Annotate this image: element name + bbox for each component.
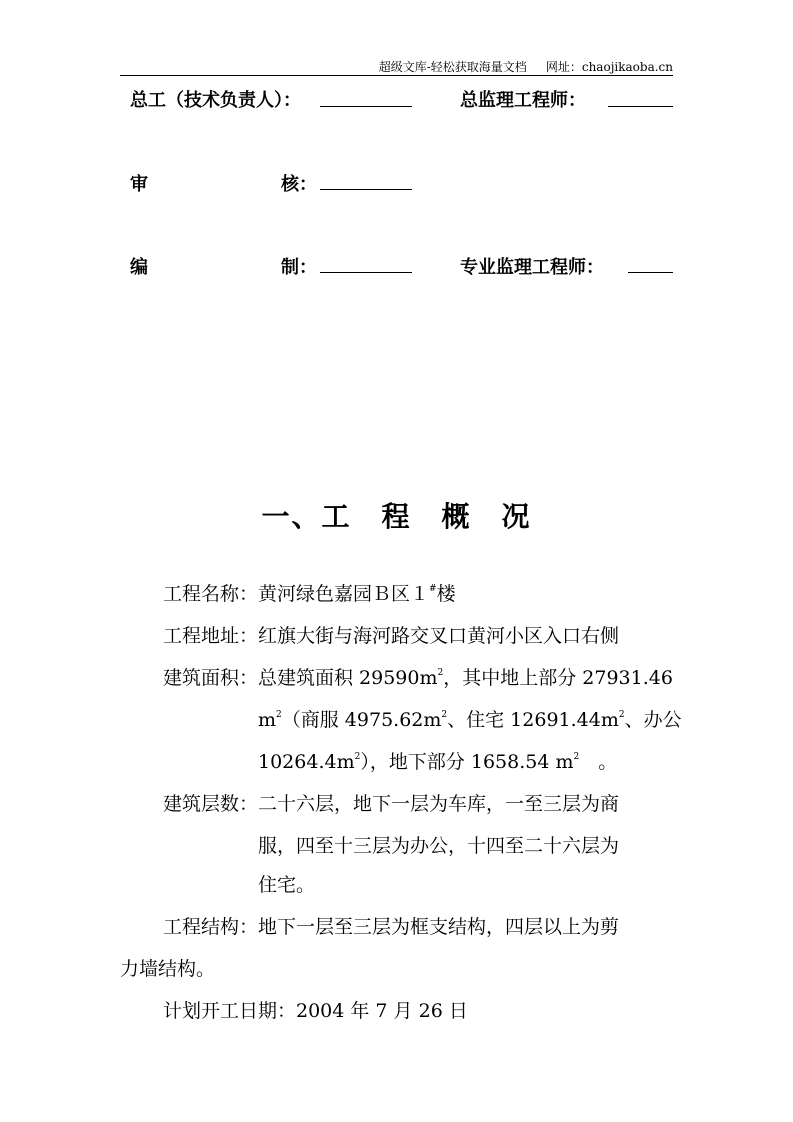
text-segment: 力墙结构。 xyxy=(120,958,216,980)
text-segment: 工程名称：黄河绿色嘉园Ｂ区１ xyxy=(163,583,430,605)
review-label-a: 审 xyxy=(130,174,148,195)
superscript: 2 xyxy=(354,752,361,762)
overview-line xyxy=(163,999,468,1023)
overview-line xyxy=(258,708,682,732)
superscript: 2 xyxy=(441,710,448,720)
overview-line xyxy=(258,834,619,858)
specialty-supervisor-label: 专业监理工程师： xyxy=(460,257,604,278)
overview-line xyxy=(163,666,673,690)
page-header xyxy=(379,58,673,75)
text-segment: ），地下部分 1658.54 m xyxy=(360,751,574,773)
superscript: 2 xyxy=(276,710,282,720)
text-segment: 建筑层数：二十六层，地下一层为车库，一至三层为商 xyxy=(163,793,620,815)
review-label-b: 核： xyxy=(281,174,317,195)
text-segment: 、办公 xyxy=(624,709,682,731)
overview-line xyxy=(258,750,617,774)
text-segment: 住宅。 xyxy=(258,874,316,896)
section-title: 一、工 程 概 况 xyxy=(261,500,532,533)
compile-label-a: 编 xyxy=(130,257,148,278)
text-segment: ，其中地上部分 27931.46 xyxy=(443,667,673,689)
text-segment: 。 xyxy=(579,751,618,773)
header-rule xyxy=(120,75,673,76)
superscript: 2 xyxy=(437,668,444,678)
compile-label-b: 制： xyxy=(281,257,317,278)
compile-blank xyxy=(320,272,412,273)
overview-line xyxy=(163,582,456,606)
text-segment: 建筑面积：总建筑面积 29590m xyxy=(163,667,438,689)
text-segment: 计划开工日期：2004 年 7 月 26 日 xyxy=(163,1000,468,1022)
chief-engineer-blank xyxy=(320,106,412,107)
text-segment: 楼 xyxy=(436,583,456,605)
text-segment: 、住宅 12691.44m xyxy=(447,709,619,731)
overview-line xyxy=(120,957,215,981)
overview-line xyxy=(163,915,619,939)
chief-supervisor-blank xyxy=(608,106,673,107)
review-blank xyxy=(320,189,412,190)
text-segment: 工程结构：地下一层至三层为框支结构，四层以上为剪 xyxy=(163,916,620,938)
text-segment: 服，四至十三层为办公，十四至二十六层为 xyxy=(258,835,620,857)
superscript: 2 xyxy=(618,710,625,720)
overview-line xyxy=(258,873,315,897)
specialty-supervisor-blank xyxy=(628,272,673,273)
overview-line xyxy=(163,792,619,816)
chief-supervisor-label: 总监理工程师： xyxy=(460,90,586,111)
superscript: # xyxy=(429,584,437,594)
chief-engineer-label: 总工（技术负责人）： xyxy=(130,90,301,111)
text-segment: （商服 4975.62m xyxy=(281,709,442,731)
text-segment: 工程地址：红旗大街与海河路交叉口黄河小区入口右侧 xyxy=(163,625,620,647)
overview-line xyxy=(163,624,619,648)
text-segment: 10264.4m xyxy=(258,751,355,773)
header-url: 网址：chaojikaoba.cn xyxy=(545,60,673,74)
text-segment: m xyxy=(258,709,277,731)
header-site: 超级文库-轻松获取海量文档 xyxy=(378,60,527,74)
superscript: 2 xyxy=(573,752,580,762)
